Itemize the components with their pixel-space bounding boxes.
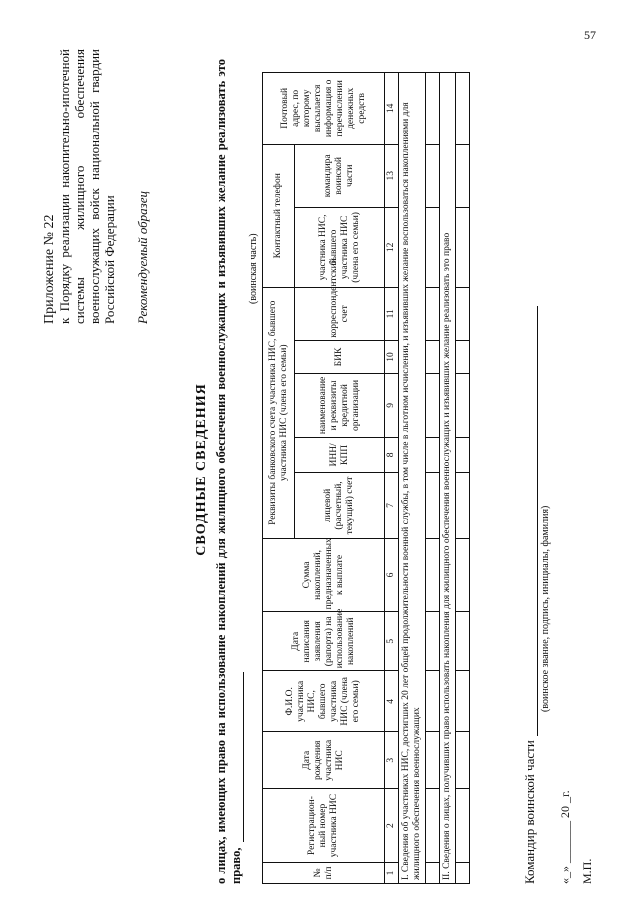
recommended-sample: Рекомендуемый образец bbox=[135, 190, 150, 324]
header-birth-date: Дата рождения участника НИС bbox=[263, 732, 385, 789]
col-number: 1 bbox=[385, 862, 399, 883]
col-number: 14 bbox=[385, 73, 399, 145]
col-number: 8 bbox=[385, 437, 399, 473]
col-number: 5 bbox=[385, 612, 399, 671]
col-number: 2 bbox=[385, 789, 399, 863]
summary-table bbox=[262, 72, 470, 884]
col-number: 12 bbox=[385, 207, 399, 287]
empty-row bbox=[456, 73, 470, 884]
header-corr-account: корреспондентский счет bbox=[295, 287, 385, 340]
header-fio: Ф.И.О. участника НИС, бывшего участника НИС (члена его семьи) bbox=[263, 671, 385, 732]
header-inn: ИНН/ КПП bbox=[295, 437, 385, 473]
col-number: 6 bbox=[385, 538, 399, 612]
col-number: 7 bbox=[385, 473, 399, 538]
commander-label: Командир воинской части bbox=[522, 740, 537, 884]
column-numbers-row bbox=[385, 73, 399, 884]
empty-row bbox=[426, 73, 440, 884]
col-number: 10 bbox=[385, 340, 399, 374]
col-number: 9 bbox=[385, 374, 399, 437]
header-application-date: Дата написания заявления (рапорта) на использование накоплений bbox=[263, 612, 385, 671]
col-number: 11 bbox=[385, 287, 399, 340]
header-credit-org: наименование и реквизиты кредитной организации bbox=[295, 374, 385, 437]
commander-caption: (воинское звание, подпись, инициалы, фамилия) bbox=[540, 505, 551, 712]
subtitle-text: о лицах, имеющих право на использование накоплений для жилищного обеспечения военнослужащих и изъявивших желание реализовать это право, bbox=[214, 59, 243, 884]
document-title: СВОДНЫЕ СВЕДЕНИЯ bbox=[194, 383, 209, 556]
military-unit-field bbox=[231, 672, 244, 842]
col-number: 3 bbox=[385, 732, 399, 789]
col-number: 4 bbox=[385, 671, 399, 732]
page-number: 57 bbox=[584, 28, 596, 42]
stamp-place: М.П. bbox=[580, 858, 594, 884]
header-sum: Сумма накоплений, предназначенных к выплате bbox=[263, 538, 385, 612]
header-bank-details: Реквизиты банковского счета участника НИС, бывшего участника НИС (члена его семьи) bbox=[263, 287, 295, 538]
header-phone-member: участника НИС, бывшего участника НИС (члена его семьи) bbox=[295, 207, 385, 287]
header-phone: Контактный телефон bbox=[263, 144, 295, 287]
document-sheet bbox=[42, 47, 598, 892]
military-unit-caption: (воинская часть) bbox=[248, 233, 259, 304]
header-reg-number: Регистрацион-ный номер участника НИС bbox=[263, 789, 385, 863]
date-line: «_» _______ 20 _г. bbox=[558, 790, 572, 884]
header-account: лицевой (расчетный, текущий) счет bbox=[295, 473, 385, 538]
appendix-block bbox=[42, 49, 150, 324]
section-1-heading: I. Сведения об участниках НИС, достигших 20 лет общей продолжительности военной службы, в том числе в льготном исчислении, и изъявивших желание воспользоваться накоплениями для жилищного обеспечения военнослужащих bbox=[399, 73, 426, 884]
appendix-text: к Порядку реализации накопительно-ипотечной системы жилищного обеспечения военнослужащих войск национальной гвардии Российской Федерации bbox=[57, 49, 117, 324]
section-2-heading: II. Сведения о лицах, получивших право использовать накопления для жилищного обеспечения военнослужащих и изъявивших желание реализовать это право bbox=[440, 73, 456, 884]
commander-signature bbox=[522, 306, 538, 884]
header-bik: БИК bbox=[295, 340, 385, 374]
col-number: 13 bbox=[385, 144, 399, 207]
header-num: № п/п bbox=[263, 862, 385, 883]
header-phone-commander: командира воинской части bbox=[295, 144, 385, 207]
commander-signature-line bbox=[525, 306, 538, 736]
document-subtitle bbox=[214, 59, 244, 884]
appendix-number: Приложение № 22 bbox=[42, 214, 57, 324]
header-address: Почтовый адрес, по которому высылается информация о перечислении денежных средств bbox=[263, 73, 385, 145]
